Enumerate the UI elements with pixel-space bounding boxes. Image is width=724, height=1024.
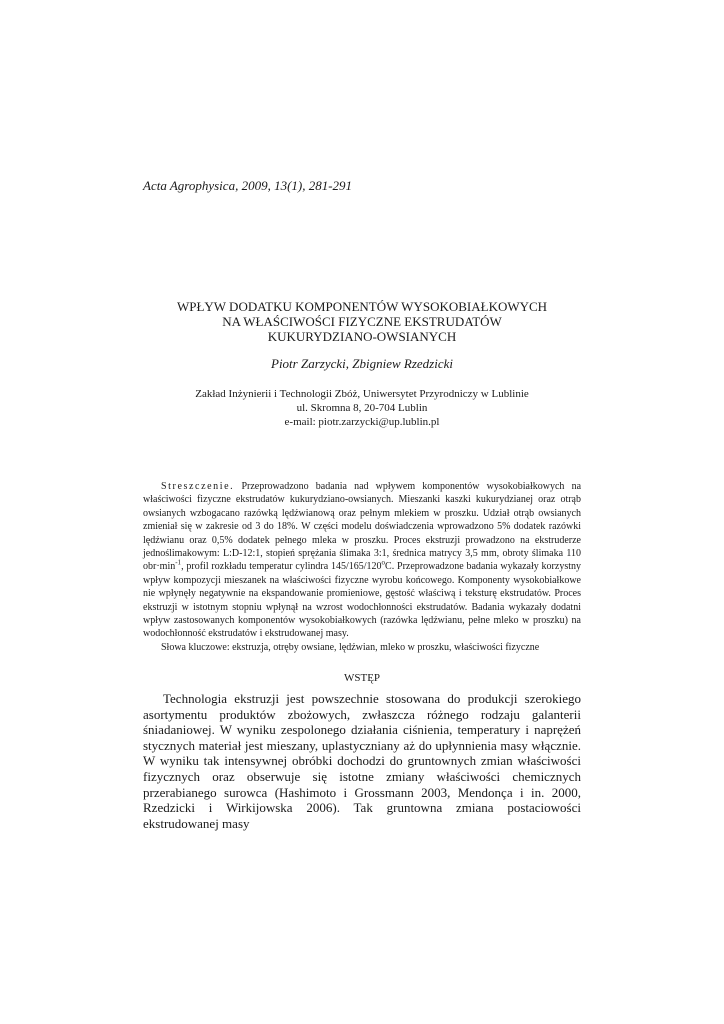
section-heading: WSTĘP: [343, 672, 381, 684]
body-text: [143, 691, 581, 831]
authors: Piotr Zarzycki, Zbigniew Rzedzicki: [271, 356, 453, 371]
abstract-sup-2: o: [381, 559, 386, 568]
keywords: Słowa kluczowe: ekstruzja, otręby owsiane, lędźwian, mleko w proszku, właściwości fizyczne: [161, 641, 540, 653]
title-line-3: KUKURYDZIANO-OWSIANYCH: [267, 329, 457, 344]
affiliation-email: e-mail: piotr.zarzycki@up.lublin.pl: [284, 416, 440, 428]
article-title: [143, 299, 581, 344]
title-line-1: WPŁYW DODATKU KOMPONENTÓW WYSOKOBIAŁKOWYCH: [176, 299, 548, 314]
journal-citation: Acta Agrophysica, 2009, 13(1), 281-291: [143, 178, 353, 193]
abstract-part-3: C. Przeprowadzone badania wykazały korzystny wpływ kompozycji mieszanek na właściwości fizyczne wyrobu końcowego. Komponenty wysokobiałkowe nie wpłynęły negatywnie na ekspandowanie promieniowe, gęstość właściwą i teksturę ekstrudatów. Proces ekstruzji w istotnym stopniu wpłynął na wzrost wodochłonności ekstrudatów. Badania wykazały dodatni wpływ zastosowanych komponentów wysokobiałkowych (razówka lędźwianu, pełne mleko w proszku) na wodochłonność ekstrudatów i ekstrudowanej masy.: [143, 561, 581, 640]
abstract: [143, 480, 581, 654]
abstract-text: [143, 480, 581, 641]
abstract-label: Streszczenie.: [161, 481, 235, 492]
abstract-part-2: , profil rozkładu temperatur cylindra 145/165/120: [181, 561, 382, 573]
affiliation-line-2: ul. Skromna 8, 20-704 Lublin: [296, 402, 428, 414]
affiliation: [143, 387, 581, 429]
title-line-2: NA WŁAŚCIWOŚCI FIZYCZNE EKSTRUDATÓW: [222, 314, 502, 329]
affiliation-line-1: Zakład Inżynierii i Technologii Zbóż, Uniwersytet Przyrodniczy w Lublinie: [195, 388, 529, 400]
abstract-part-1: Przeprowadzono badania nad wpływem komponentów wysokobiałkowych na właściwości fizyczne ekstrudatów kukurydziano-owsianych. Mieszanki kaszki kukurydzianej oraz otrąb owsianych wzbogacano razówką lędźwianową oraz pełnym mlekiem w proszku. Udział otrąb owsianych zmieniał się w zakresie od 3 do 18%. W części modelu doświadczenia wprowadzono 5% dodatek razówki lędźwianu oraz 0,5% dodatek pełnego mleka w proszku. Proces ekstruzji prowadzono na ekstruderze jednoślimakowym: L:D-12:1, stopień sprężania ślimaka 3:1, średnica matrycy 3,5 mm, obroty ślimaka 110 obr·min: [143, 481, 582, 573]
abstract-sup-1: -1: [175, 559, 182, 568]
body-paragraph: Technologia ekstruzji jest powszechnie stosowana do produkcji szerokiego asortymentu produktów zbożowych, zwłaszcza różnego rodzaju galanterii śniadaniowej. W wyniku zespolonego działania ciśnienia, temperatury i naprężeń stycznych materiał jest mieszany, uplastyczniany aż do upłynnienia masy włącznie. W wyniku tak intensywnej obróbki dochodzi do gruntownych zmian właściwości fizycznych oraz obserwuje się istotne zmiany właściwości chemicznych przerabianego surowca (Hashimoto i Grossmann 2003, Mendonça i in. 2000, Rzedzicki i Wirkijowska 2006). Tak gruntowna zmiana postaciowości ekstrudowanej masy: [143, 691, 581, 831]
